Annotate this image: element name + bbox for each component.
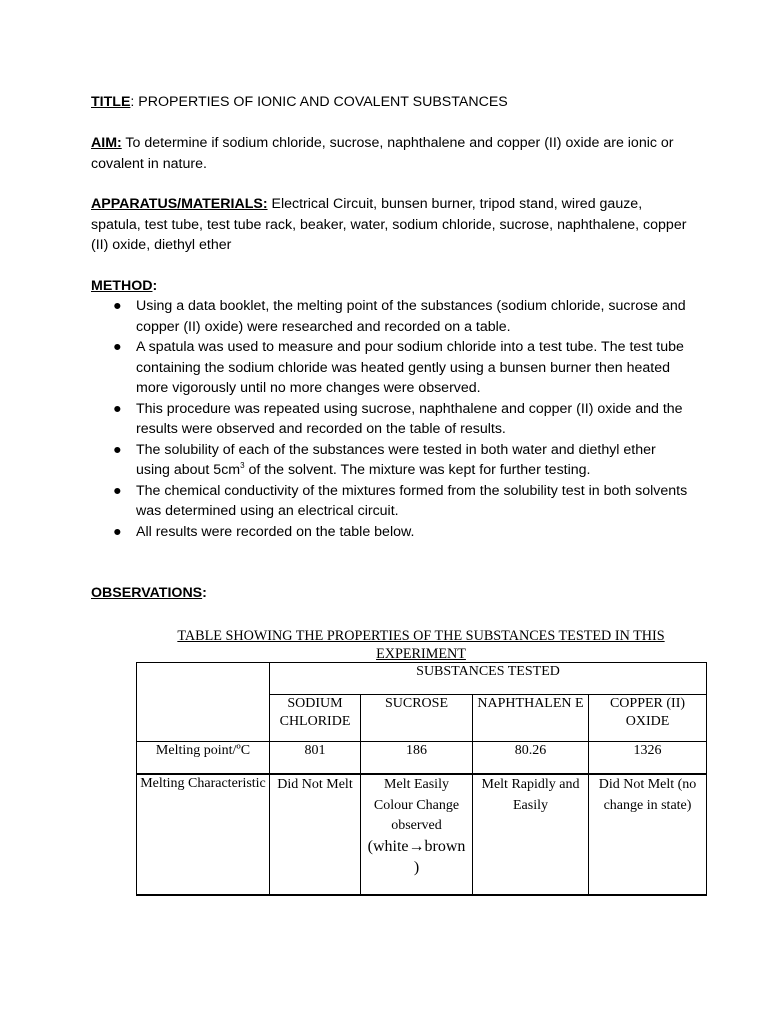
- table-row: [137, 742, 707, 775]
- method-label: METHOD: [91, 278, 153, 294]
- list-item: ● A spatula was used to measure and pour sodium chloride into a test tube. The test tube containing the sodium chloride was heated gently using a bunsen burner then heated more vigorously until no more changes were observed.: [113, 339, 684, 396]
- sucrose-colour-change: (white→brown ): [367, 837, 466, 876]
- observations-heading: [91, 583, 691, 604]
- apparatus-paragraph: [91, 194, 691, 256]
- observations-table: [136, 662, 707, 896]
- table-cell: 801: [270, 742, 361, 775]
- column-header: SODIUM CHLORIDE: [270, 695, 361, 742]
- observations-colon: :: [202, 585, 207, 601]
- aim-text: To determine if sodium chloride, sucrose, naphthalene and copper (II) oxide are ionic or covalent in nature.: [91, 135, 674, 172]
- bullet-icon: ●: [113, 482, 122, 499]
- list-item: ● Using a data booklet, the melting point of the substances (sodium chloride, sucrose and copper (II) oxide) were researched and recorded on a table.: [113, 298, 686, 335]
- table-cell: 186: [361, 742, 473, 775]
- list-item: ● This procedure was repeated using sucrose, naphthalene and copper (II) oxide and the results were observed and recorded on the table of results.: [113, 400, 683, 437]
- column-header: COPPER (II) OXIDE: [589, 695, 707, 742]
- list-item: ● All results were recorded on the table below.: [91, 522, 691, 543]
- table-cell: 80.26: [473, 742, 589, 775]
- table-cell: Melt Easily Colour Change observed (white→brown ): [361, 774, 473, 895]
- column-header: NAPHTHALEN E: [473, 695, 589, 742]
- list-item: ● The solubility of each of the substances were tested in both water and diethyl ether using about $5cm^3$ of the solvent. The mixture was kept for further testing.: [113, 441, 656, 478]
- table-cell: Did Not Melt: [270, 774, 361, 895]
- title-text: : PROPERTIES OF IONIC AND COVALENT SUBSTANCES: [130, 94, 508, 110]
- method-colon: :: [152, 278, 158, 294]
- apparatus-text: Electrical Circuit, bunsen burner, tripod stand, wired gauze, spatula, test tube, test tube rack, beaker, water, sodium chloride, sucrose, naphthalene, copper (II) oxide, diethyl ether: [91, 196, 687, 253]
- group-header: SUBSTANCES TESTED: [270, 663, 707, 695]
- title-line: [91, 92, 691, 113]
- method-list: [91, 296, 691, 542]
- table-cell: Did Not Melt (no change in state): [589, 774, 707, 895]
- bullet-icon: ●: [113, 400, 122, 417]
- bullet-icon: ●: [113, 523, 122, 540]
- apparatus-label: APPARATUS/MATERIALS:: [91, 196, 268, 212]
- method-heading: [91, 276, 691, 297]
- table-cell: Melt Rapidly and Easily: [473, 774, 589, 895]
- aim-label: AIM:: [91, 135, 122, 151]
- bullet-icon: ●: [113, 298, 122, 314]
- row-label: Melting Characteristic: [137, 774, 270, 895]
- table-corner-cell: [137, 663, 270, 742]
- column-header: SUCROSE: [361, 695, 473, 742]
- observations-label: OBSERVATIONS: [91, 585, 203, 601]
- bullet-icon: ●: [113, 339, 122, 355]
- title-label: TITLE: [91, 94, 131, 110]
- row-label: Melting point/ºC: [137, 742, 270, 775]
- aim-paragraph: [91, 133, 691, 174]
- list-item: ● The chemical conductivity of the mixtures formed from the solubility test in both solvents was determined using an electrical circuit.: [113, 482, 688, 519]
- bullet-icon: ●: [113, 441, 122, 458]
- table-cell: 1326: [589, 742, 707, 775]
- table-row: [137, 774, 707, 895]
- table-caption: TABLE SHOWING THE PROPERTIES OF THE SUBSTANCES TESTED IN THIS EXPERIMENT: [177, 628, 665, 662]
